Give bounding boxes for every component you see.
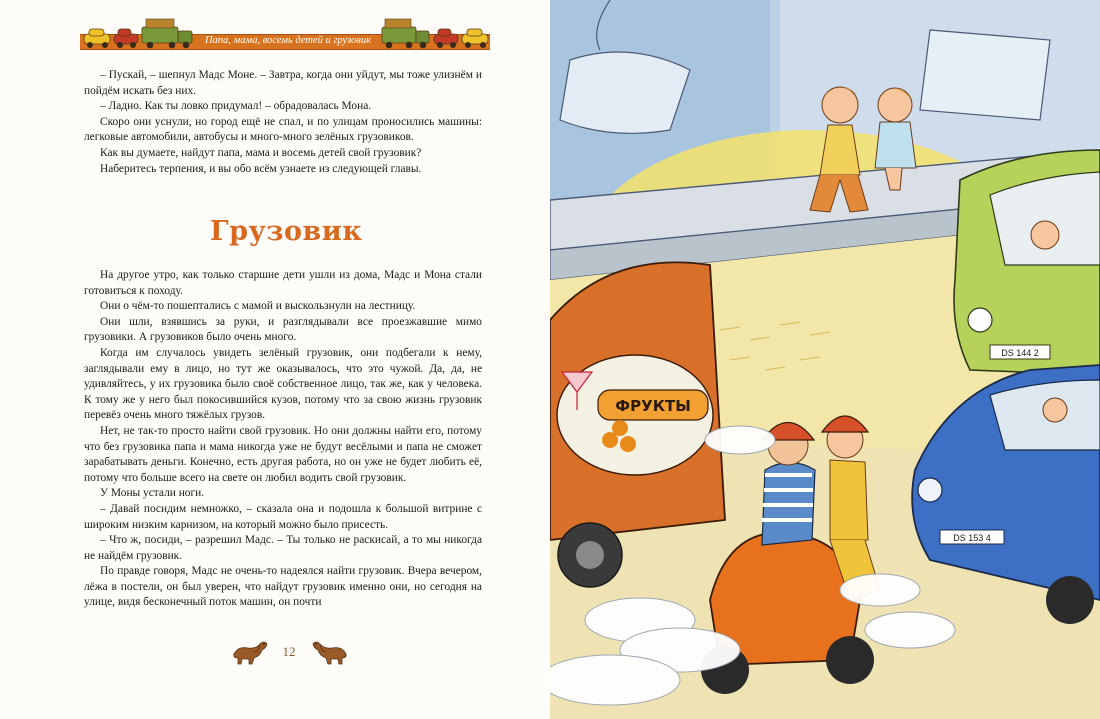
dachshund-icon <box>230 634 270 670</box>
paragraph: Скоро они уснули, но город ещё не спал, и по улицам проносились машины: легковые автомобили, автобусы и много-много зелёных грузовиков. <box>84 115 482 144</box>
paragraph: – Что ж, посиди, – разрешил Мадс. – Ты только не раскисай, а то мы никогда не найдём грузовик. <box>84 534 482 562</box>
paragraph: Наберитесь терпения, и вы обо всём узнаете из следующей главы. <box>100 162 422 175</box>
running-header-title: Папа, мама, восемь детей и грузовик <box>204 35 372 46</box>
plate-green-car: DS 144 2 <box>1001 348 1039 358</box>
paragraph: Они шли, взявшись за руки, и разглядывали все проезжавшие мимо грузовики. А грузовиков было очень много. <box>84 315 482 344</box>
page-number: 12 <box>282 644 296 659</box>
paragraph: Они о чём-то пошептались с мамой и выскользнули на лестницу. <box>100 300 416 313</box>
paragraph: Как вы думаете, найдут папа, мама и восемь детей свой грузовик? <box>100 146 422 159</box>
paragraph: – Ладно. Как ты ловко придумал! – обрадовалась Мона. <box>100 100 372 113</box>
green-car <box>954 150 1100 375</box>
dachshund-icon <box>310 634 350 670</box>
street-scene-illustration <box>550 0 1100 719</box>
paragraph: Когда им случалось увидеть зелёный грузовик, они подбегали к нему, заглядывали ему в лицо, но тут же оказывалось, что это чужой. Да, да, не удивляйтесь, у их грузовика было своё собственное лицо, так же, как у человека. К тому же у него был покосившийся кузов, потому что за свою жизнь грузовик перевёз очень много тяжёлых грузов. <box>84 346 482 422</box>
paragraph: – Пускай, – шепнул Мадс Моне. – Завтра, когда они уйдут, мы тоже улизнём и пойдём искать без них. <box>84 69 482 97</box>
plate-blue-car: DS 153 4 <box>953 533 991 543</box>
text-block-top <box>84 68 482 177</box>
chapter-title: Грузовик <box>210 216 363 247</box>
cars-and-truck-icon <box>80 18 198 52</box>
paragraph: У Моны устали ноги. <box>100 487 205 500</box>
truck-sign: ФРУКТЫ <box>615 397 691 415</box>
paragraph: На другое утро, как только старшие дети ушли из дома, Мадс и Мона стали готовиться к походу. <box>84 269 482 297</box>
paragraph: Нет, не так-то просто найти свой грузовик. Но они должны найти его, потому что без грузовика папа и мама никогда уже не будут весёлыми и папа не сможет зарабатывать деньги. Конечно, есть другая работа, но он уже не будет любить её, потому что больше всего на свете он любил водить свой грузовик. <box>84 424 482 484</box>
running-header <box>80 14 490 52</box>
cars-and-truck-icon <box>380 18 492 52</box>
page-footer <box>230 634 350 670</box>
paragraph: – Давай посидим немножко, – сказала она и подошла к большой витрине с широким низким карнизом, на который можно было присесть. <box>84 502 482 531</box>
text-block-main <box>84 268 482 611</box>
paragraph: По правде говоря, Мадс не очень-то надеялся найти грузовик. Вчера вечером, лёжа в постели, он был уверен, что найдут грузовик именно они, но сегодня на улице, видя бесконечный поток машин, он почти <box>84 565 482 609</box>
illustration-page <box>550 0 1100 719</box>
